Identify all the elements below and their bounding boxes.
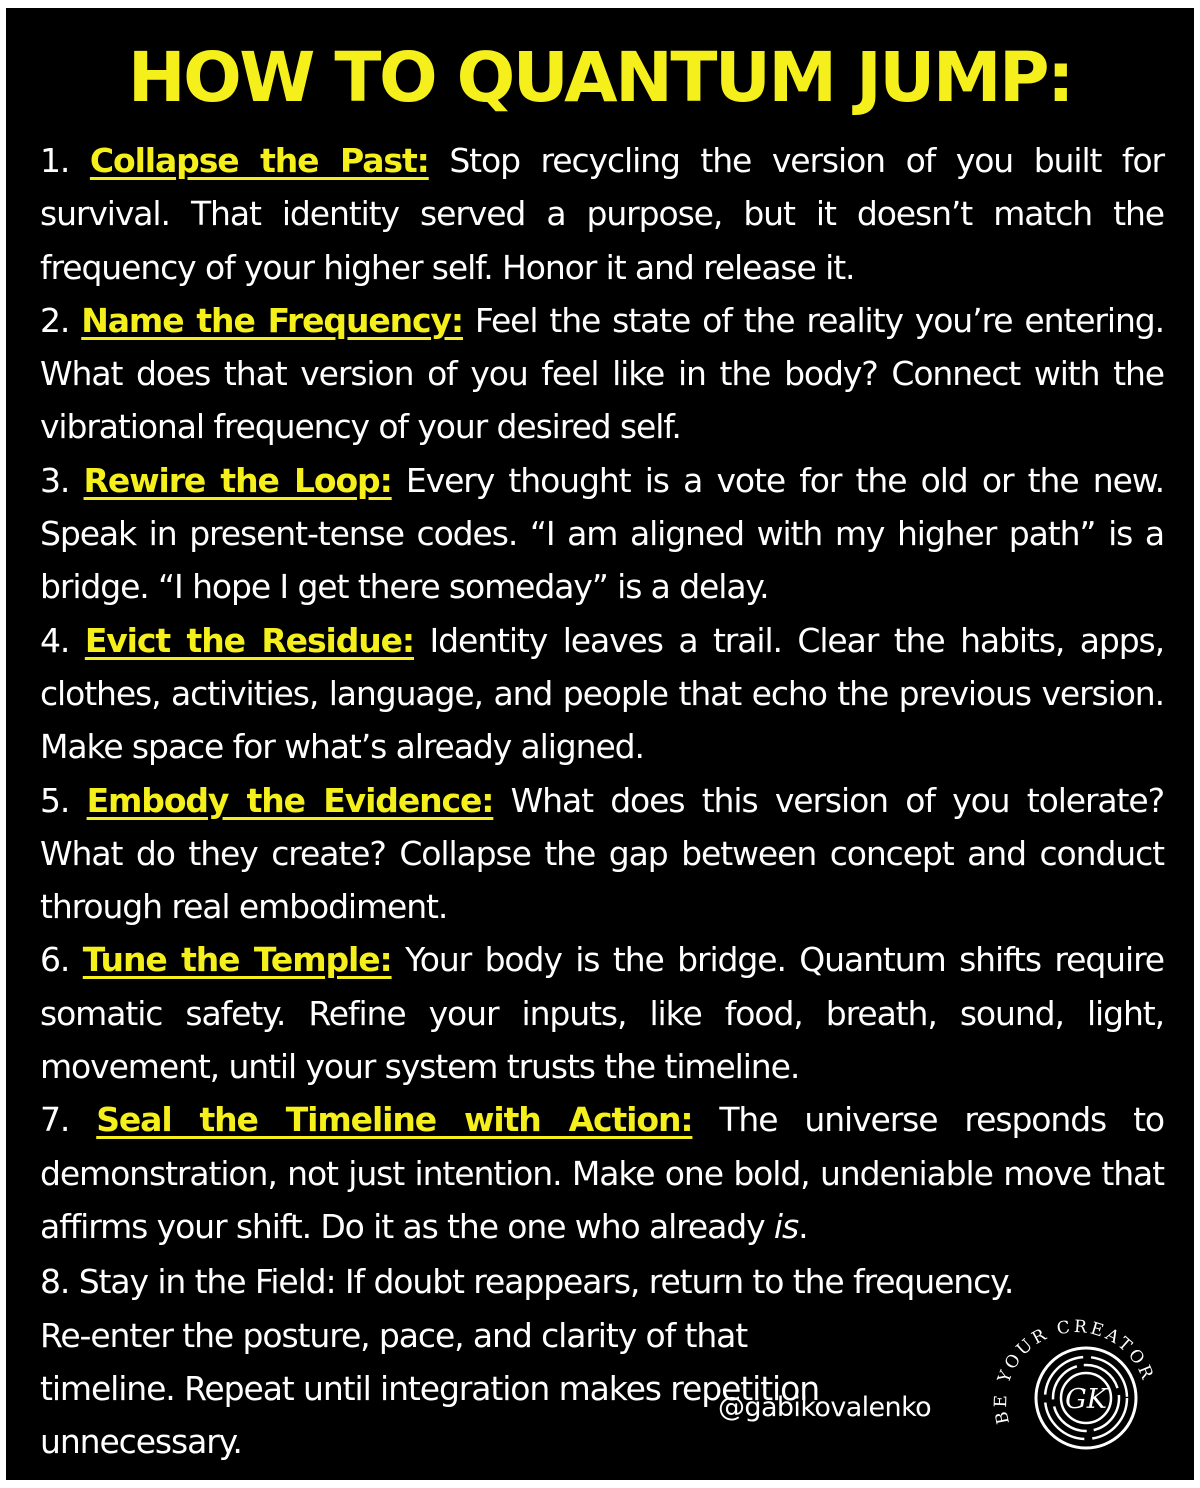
step-3: [40, 454, 1164, 614]
step-heading: Rewire the Loop:: [83, 460, 392, 500]
step-text-end: .: [798, 1206, 808, 1246]
step-heading: Tune the Temple:: [82, 940, 392, 980]
step-6: [40, 933, 1164, 1093]
step-number: 8.: [40, 1262, 70, 1302]
steps-list: [40, 134, 1164, 1468]
step-1: [40, 134, 1164, 294]
step-text: What does this version of you tolerate? What do they create? Collapse the gap between concept and conduct through real embodiment.: [40, 780, 1165, 927]
step-text: Stop recycling the version of you built for survival. That identity served a purpose, but it doesn’t match the frequency of your higher self. Honor it and release it.: [40, 141, 1165, 287]
step-text: The universe responds to demonstration, not just intention. Make one bold, undeniable move that affirms your shift. Do it as the one who already: [40, 1100, 1164, 1246]
step-number: 5.: [40, 780, 70, 820]
step-text: If doubt reappears, return to the frequency.: [344, 1262, 1014, 1302]
step-heading: Name the Frequency:: [81, 300, 463, 340]
logo-arc-text: BE YOUR CREATOR: [991, 1316, 1158, 1426]
step-7: [40, 1093, 1164, 1253]
logo-monogram: GK: [1065, 1384, 1107, 1415]
step-text-emphasis: is: [773, 1206, 799, 1246]
be-your-creator-logo: [990, 1310, 1166, 1480]
step-text: Identity leaves a trail. Clear the habits, apps, clothes, activities, language, and people that echo the previous version. Make space for what’s already aligned.: [40, 620, 1165, 767]
step-number: 1.: [40, 141, 70, 180]
step-5: [40, 774, 1164, 934]
step-4: [40, 614, 1164, 774]
step-heading: Seal the Timeline with Action:: [96, 1100, 693, 1140]
poster: [6, 8, 1194, 1480]
step-heading: Collapse the Past:: [89, 141, 429, 180]
step-number: 2.: [40, 300, 70, 340]
step-text: Your body is the bridge. Quantum shifts require somatic safety. Refine your inputs, like food, breath, sound, light, movement, until your system trusts the timeline.: [40, 940, 1165, 1087]
step-heading: Embody the Evidence:: [86, 780, 494, 820]
step-number: 3.: [40, 460, 70, 500]
step-text: Every thought is a vote for the old or the new. Speak in present-tense codes. “I am aligned with my higher path” is a bridge. “I hope I get there someday” is a delay.: [40, 460, 1165, 607]
step-number: 4.: [40, 620, 70, 660]
step-heading: Stay in the Field:: [78, 1262, 336, 1302]
step-heading: Evict the Residue:: [84, 620, 415, 660]
author-handle: @gabikovalenko: [718, 1392, 932, 1423]
step-2: [40, 294, 1164, 454]
step-text-continued: Re-enter the posture, pace, and clarity of that timeline. Repeat until integration makes repetition unnecessary.: [40, 1315, 820, 1462]
step-number: 7.: [40, 1100, 70, 1140]
step-text: Feel the state of the reality you’re entering. What does that version of you feel like in the body? Connect with the vibrational frequency of your desired self.: [40, 300, 1165, 447]
page-title: HOW TO QUANTUM JUMP:: [127, 38, 1073, 118]
step-number: 6.: [40, 940, 70, 980]
